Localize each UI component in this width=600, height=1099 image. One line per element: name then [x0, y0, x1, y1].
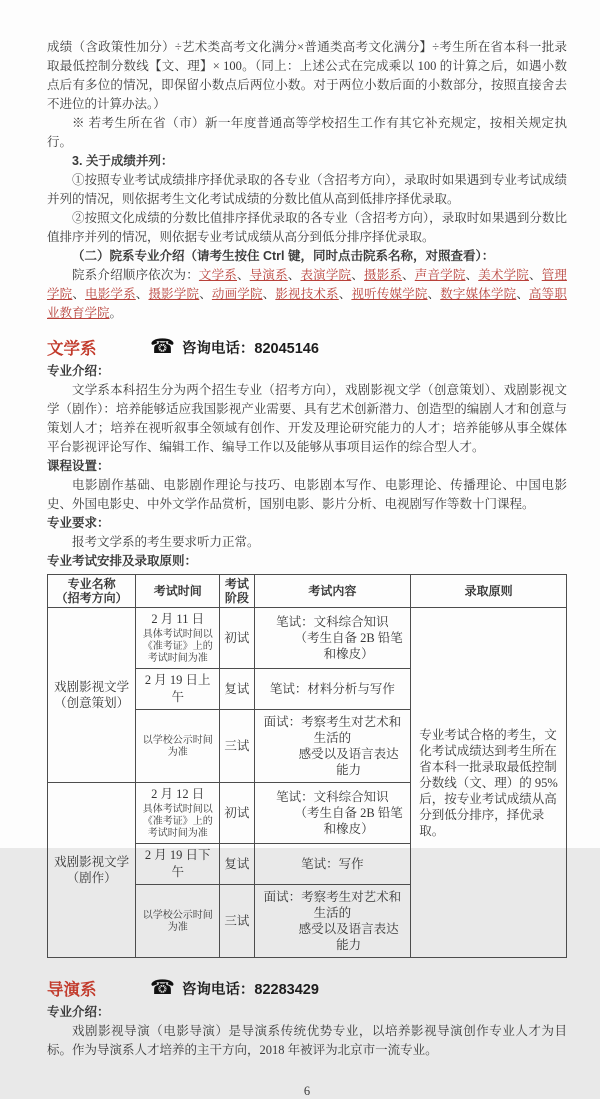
tie-rule-item-2: ②按照文化成绩的分数比值排序择优录取的各专业（含招考方向），录取时如果遇到分数比值排序并列的情况，则依据专业考试成绩从高分到低分排序择优录取。: [47, 211, 567, 244]
phone-icon: ☎: [150, 977, 175, 999]
exam-schedule-table: [47, 574, 567, 958]
time-cell: 2 月 19 日上午: [136, 669, 220, 710]
time-cell: 以学校公示时间为准: [136, 885, 220, 958]
stage-cell: 复试: [220, 844, 254, 885]
time-cell: 2 月 11 日 具体考试时间以《准考证》上的考试时间为准: [136, 608, 220, 669]
literature-requirement-text: 报考文学系的考生要求听力正常。: [72, 535, 260, 549]
stage-cell: 复试: [220, 669, 254, 710]
literature-dept-title: 文学系: [47, 340, 97, 358]
dept-link-1[interactable]: 文学系: [198, 268, 237, 282]
formula-continuation-paragraph: 成绩（含政策性加分）÷艺术类高考文化满分×普通类高考文化满分】÷考生所在省本科一批录取最低控制分数线【文、理】× 100。（同上：上述公式在完成乘以 100 的计算之后，如遇小数点后有多位的情况，即保留小数点后两位小数。对于两位小数后面的小数部分，按照直接舍去不进位的计算办法。）: [47, 40, 567, 111]
stage-cell: 初试: [220, 783, 254, 844]
content-cell: 面试：考察考生对艺术和生活的 感受以及语言表达能力: [254, 885, 411, 958]
department-list-paragraph: [47, 266, 567, 323]
literature-dept-header: [47, 335, 567, 359]
dept-link-7[interactable]: 管理学院: [47, 268, 567, 301]
time-cell: 2 月 19 日下午: [136, 844, 220, 885]
section-2-heading: （二）院系专业介绍（请考生按住 Ctrl 键，同时点击院系名称，对照查看）：: [72, 249, 495, 263]
directing-dept-title: 导演系: [47, 981, 97, 999]
dept-link-2[interactable]: 导演系: [249, 268, 288, 282]
dept-link-8[interactable]: 电影学系: [85, 287, 136, 301]
dept-link-5[interactable]: 声音学院: [414, 268, 466, 282]
col-header-major: 专业名称 （招考方向）: [48, 575, 136, 608]
dept-link-10[interactable]: 动画学院: [211, 287, 263, 301]
supplementary-note: ※ 若考生所在省（市）新一年度普通高等学校招生工作有其它补充规定，按相关规定执行。: [47, 116, 567, 149]
time-cell: 2 月 12 日 具体考试时间以《准考证》上的考试时间为准: [136, 783, 220, 844]
dept-link-3[interactable]: 表演学院: [300, 268, 352, 282]
col-header-principle: 录取原则: [411, 575, 567, 608]
dept-link-9[interactable]: 摄影学院: [148, 287, 200, 301]
literature-intro-text: 文学系本科招生分为两个招生专业（招考方向），戏剧影视文学（创意策划）、戏剧影视文学（剧作）：培养能够适应我国影视产业需要、具有艺术创新潜力、创造型的编剧人才和创意与策划人才；培养在视听叙事全领域有创作、开发及理论研究能力的人才；培养能够从事全媒体平台影视评论写作、编辑工作、编导工作以及能够从事项目运作的综合型人才。: [47, 383, 567, 454]
directing-dept-header: [47, 976, 567, 1000]
dept-link-11[interactable]: 影视技术系: [275, 287, 339, 301]
dept-link-4[interactable]: 摄影系: [363, 268, 403, 282]
dept-link-13[interactable]: 数字媒体学院: [440, 287, 517, 301]
content-cell: 笔试：材料分析与写作: [254, 669, 411, 710]
literature-phone: [150, 337, 319, 358]
dept-link-14[interactable]: 高等职业教育学院: [47, 287, 567, 320]
literature-courses-label: 课程设置：: [47, 459, 110, 473]
literature-exam-label: 专业考试安排及录取原则：: [47, 554, 198, 568]
dept-link-12[interactable]: 视听传媒学院: [351, 287, 428, 301]
table-header-row: [48, 575, 567, 608]
stage-cell: 三试: [220, 885, 254, 958]
dept-link-6[interactable]: 美术学院: [478, 268, 530, 282]
content-cell: 笔试：文科综合知识 （考生自备 2B 铅笔和橡皮）: [254, 608, 411, 669]
content-cell: 面试：考察考生对艺术和生活的 感受以及语言表达能力: [254, 710, 411, 783]
directing-intro-text: 戏剧影视导演（电影导演）是导演系传统优势专业，以培养影视导演创作专业人才为目标。作为导演系人才培养的主干方向，2018 年被评为北京市一流专业。: [47, 1024, 567, 1057]
col-header-time: 考试时间: [136, 575, 220, 608]
content-cell: 笔试：文科综合知识 （考生自备 2B 铅笔和橡皮）: [254, 783, 411, 844]
tie-rule-item-1: ①按照专业考试成绩排序择优录取的各专业（含招考方向），录取时如果遇到专业考试成绩并列的情况，则依据考生文化考试成绩的分数比值从高到低排序择优录取。: [47, 173, 567, 206]
table-row: [48, 608, 567, 669]
literature-courses-text: 电影剧作基础、电影剧作理论与技巧、电影剧本写作、电影理论、传播理论、中国电影史、外国电影史、中外文学作品赏析，国别电影、影片分析、电视剧写作等数十门课程。: [47, 478, 567, 511]
content-cell: 笔试：写作: [254, 844, 411, 885]
stage-cell: 初试: [220, 608, 254, 669]
time-cell: 以学校公示时间为准: [136, 710, 220, 783]
phone-icon: ☎: [150, 336, 175, 358]
page-number: 6: [303, 1084, 311, 1098]
col-header-stage: 考试 阶段: [220, 575, 254, 608]
directing-phone: [150, 978, 319, 999]
literature-phone-label: 咨询电话：82045146: [181, 340, 319, 357]
stage-cell: 三试: [220, 710, 254, 783]
major-cell-scriptwriting: 戏剧影视文学 （剧作）: [48, 783, 136, 958]
directing-phone-label: 咨询电话：82283429: [181, 981, 319, 998]
admission-principle-cell: 专业考试合格的考生，文化考试成绩达到考生所在省本科一批录取最低控制分数线（文、理）的 95%后，按专业考试成绩从高分到低分排序，择优录取。: [411, 608, 567, 958]
literature-intro-label: 专业介绍：: [47, 364, 110, 378]
col-header-content: 考试内容: [254, 575, 411, 608]
department-links: 文学系、导演系、表演学院、摄影系、声音学院、美术学院、管理学院、电影学系、摄影学院、动画学院、影视技术系、视听传媒学院、数字媒体学院、高等职业教育学院。: [47, 268, 567, 320]
tie-rule-heading: 3. 关于成绩并列：: [72, 154, 174, 168]
department-list-prefix: 院系介绍顺序依次为：: [72, 268, 199, 282]
directing-intro-label: 专业介绍：: [47, 1005, 110, 1019]
major-cell-creative: 戏剧影视文学 （创意策划）: [48, 608, 136, 783]
literature-requirement-label: 专业要求：: [47, 516, 110, 530]
